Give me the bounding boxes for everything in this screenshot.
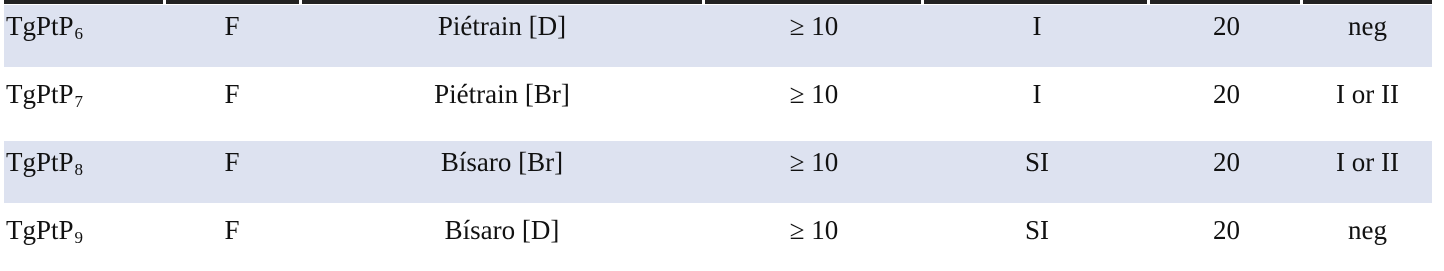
table-row (4, 141, 1432, 203)
cell-sex: F (164, 209, 300, 271)
cell-breed: Bísaro [D] (300, 209, 704, 271)
cell-id (4, 73, 164, 135)
cell-num: 20 (1150, 73, 1303, 135)
cell-id (4, 5, 164, 67)
id-base-text: TgPtP (6, 215, 74, 245)
table-row (4, 209, 1432, 271)
cell-value: ≥ 10 (704, 141, 924, 203)
cell-breed: Bísaro [Br] (300, 141, 704, 203)
id-base-text: TgPtP (6, 147, 74, 177)
table-top-rule (4, 0, 1432, 4)
cell-num: 20 (1150, 141, 1303, 203)
table-row (4, 5, 1432, 67)
cell-group: I (924, 73, 1150, 135)
cell-breed: Piétrain [Br] (300, 73, 704, 135)
id-subscript: 8 (74, 160, 84, 179)
cell-result: I or II (1303, 73, 1432, 135)
cell-sex: F (164, 141, 300, 203)
rule-gap (299, 0, 302, 4)
cell-id (4, 209, 164, 271)
cell-value: ≥ 10 (704, 5, 924, 67)
id-subscript: 6 (74, 24, 84, 43)
cell-result: neg (1303, 5, 1432, 67)
cell-group: SI (924, 209, 1150, 271)
table-row (4, 73, 1432, 135)
cell-group: SI (924, 141, 1150, 203)
cell-sex: F (164, 73, 300, 135)
rule-gap (1147, 0, 1150, 4)
cell-group: I (924, 5, 1150, 67)
rule-gap (702, 0, 705, 4)
id-subscript: 9 (74, 228, 84, 247)
id-subscript: 7 (74, 92, 84, 111)
cell-id (4, 141, 164, 203)
cell-result: I or II (1303, 141, 1432, 203)
data-table (4, 5, 1432, 271)
cell-breed: Piétrain [D] (300, 5, 704, 67)
id-base-text: TgPtP (6, 11, 74, 41)
cell-value: ≥ 10 (704, 73, 924, 135)
cell-num: 20 (1150, 209, 1303, 271)
cell-sex: F (164, 5, 300, 67)
cell-num: 20 (1150, 5, 1303, 67)
cell-value: ≥ 10 (704, 209, 924, 271)
rule-gap (921, 0, 924, 4)
rule-gap (163, 0, 166, 4)
cell-result: neg (1303, 209, 1432, 271)
rule-gap (1300, 0, 1303, 4)
id-base-text: TgPtP (6, 79, 74, 109)
